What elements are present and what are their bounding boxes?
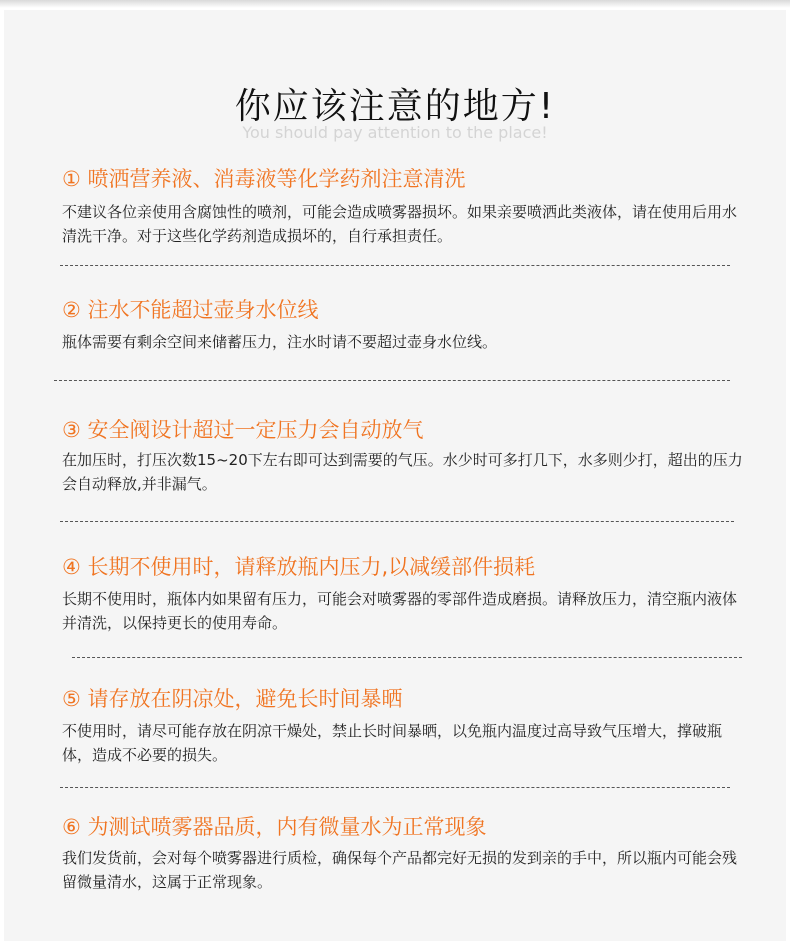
section-divider xyxy=(72,657,742,658)
page-title: 你应该注意的地方! xyxy=(234,86,556,127)
top-shadow xyxy=(0,0,790,8)
section-body-5: 不使用时，请尽可能存放在阴凉干燥处，禁止长时间暴晒，以免瓶内温度过高导致气压增大，撑破瓶体，造成不必要的损失。 xyxy=(62,722,723,764)
section-heading-5: ⑤ 请存放在阴凉处，避免长时间暴晒 xyxy=(62,687,403,711)
page-subtitle: You should pay attention to the place! xyxy=(242,123,548,142)
section-body-1: 不建议各位亲使用含腐蚀性的喷剂，可能会造成喷雾器损坏。如果亲要喷洒此类液体，请在使用后用水清洗干净。对于这些化学药剂造成损坏的，自行承担责任。 xyxy=(62,203,738,245)
section-divider xyxy=(60,787,730,788)
section-body-3: 在加压时，打压次数15~20下左右即可达到需要的气压。水少时可多打几下，水多则少打，超出的压力会自动释放,并非漏气。 xyxy=(62,451,743,493)
section-divider xyxy=(60,521,734,522)
section-divider xyxy=(54,380,730,381)
section-body-4: 长期不使用时，瓶体内如果留有压力，可能会对喷雾器的零部件造成磨损。请释放压力，清空瓶内液体并清洗，以保持更长的使用寿命。 xyxy=(62,590,738,632)
section-heading-6: ⑥ 为测试喷雾器品质，内有微量水为正常现象 xyxy=(62,815,487,839)
section-heading-1: ① 喷洒营养液、消毒液等化学药剂注意清洗 xyxy=(62,167,466,191)
section-body-2: 瓶体需要有剩余空间来储蓄压力，注水时请不要超过壶身水位线。 xyxy=(62,333,498,351)
section-body-6: 我们发货前，会对每个喷雾器进行质检，确保每个产品都完好无损的发到亲的手中，所以瓶内可能会残留微量清水，这属于正常现象。 xyxy=(62,849,738,891)
section-divider xyxy=(60,265,730,266)
section-heading-4: ④ 长期不使用时，请释放瓶内压力,以减缓部件损耗 xyxy=(62,555,536,579)
section-heading-2: ② 注水不能超过壶身水位线 xyxy=(62,298,319,322)
section-heading-3: ③ 安全阀设计超过一定压力会自动放气 xyxy=(62,418,424,442)
